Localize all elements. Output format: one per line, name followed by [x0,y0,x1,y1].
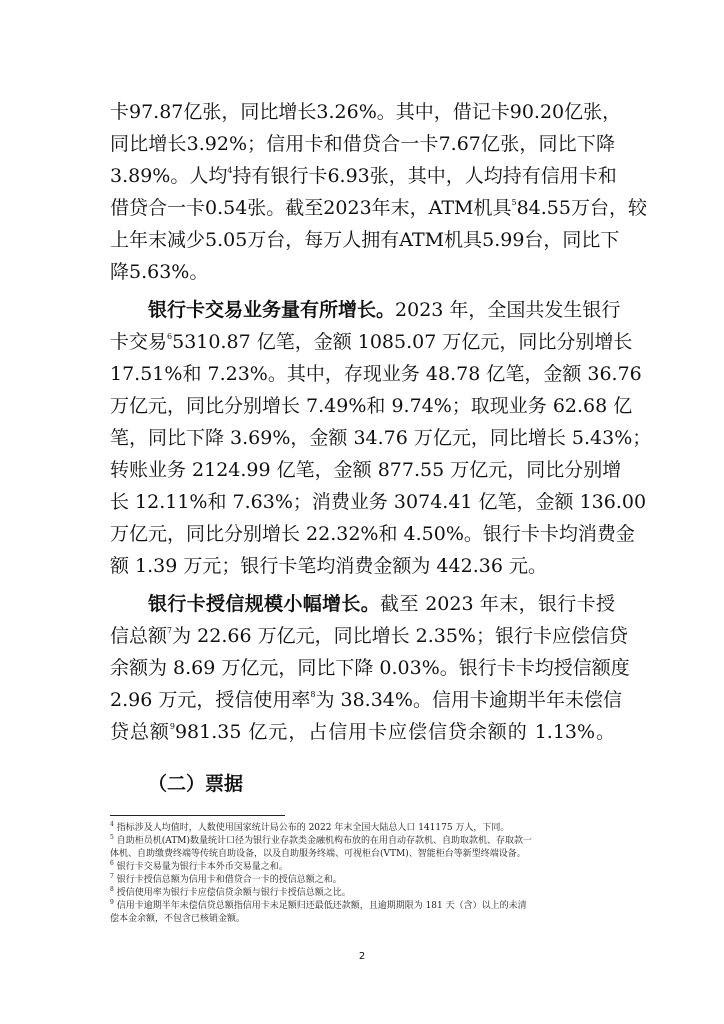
footnote-continuation: 体机、自助缴费终端等传统自助设备，以及自助服务终端、可视柜台(VTM)、智能柜台等新型终端设备。 [110,849,526,859]
body-line: 上年末减少5.05万台，每万人拥有ATM机具5.99台，同比下 [110,229,620,251]
footnote-text: 自助柜员机(ATM)数量统计口径为银行业存款类金融机构布放的在用自动存款机、自助取款机、存取款一 [116,836,532,846]
footnote-number: 5 [110,834,114,841]
footnote-ref: 4 [227,166,233,175]
text-run: 卡交易 [110,331,168,353]
text-run: 为 38.34%。信用卡逾期半年未偿信 [315,689,622,711]
text-run: 持有银行卡6.93张，其中，人均持有信用卡和 [232,165,617,187]
footnote-text: 银行卡交易量为银行卡本外币交易量之和。 [116,862,288,872]
footnote-text: 指标涉及人均值时，人数使用国家统计局公布的 2022 年末全国大陆总人口 141175 万人，下同。 [116,823,510,833]
paragraph-heading: 银行卡交易业务量有所增长。 [148,299,396,321]
body-line: 降5.63%。 [110,261,209,283]
text-run: 3.89%。人均 [110,165,228,187]
text-run: 截至 2023 年末，银行卡授 [380,593,615,615]
footnote-continuation: 偿本金余额，不包含已核销金额。 [110,914,246,924]
body-line: 笔，同比下降 3.69%，金额 34.76 万亿元，同比增长 5.43%； [110,427,652,449]
footnote [110,822,615,834]
body-line: 长 12.11%和 7.63%；消费业务 3074.41 亿笔，金额 136.00 [110,491,647,513]
body-line: 17.51%和 7.23%。其中，存现业务 48.78 亿笔，金额 36.76 [110,363,642,385]
body-line [110,624,628,648]
footnote [110,835,615,847]
footnote-number: 6 [110,860,114,867]
text-run: 84.55万台，较 [516,197,647,219]
footnote [110,900,615,912]
footnote-number: 9 [110,899,114,906]
section-heading: （二）票据 [148,773,244,795]
body-line: 万亿元，同比分别增长 7.49%和 9.74%；取现业务 62.68 亿 [110,395,633,417]
body-line: 万亿元，同比分别增长 22.32%和 4.50%。银行卡卡均消费金 [110,523,635,545]
text-run: 贷总额 [110,721,170,743]
body-line: 卡97.87亿张，同比增长3.26%。其中，借记卡90.20亿张， [110,101,622,123]
body-line: 额 1.39 万元；银行卡笔均消费金额为 442.36 元。 [110,555,547,577]
body-line: 转账业务 2124.99 亿笔，金额 877.55 万亿元，同比分别增 [110,459,622,481]
footnote [110,861,615,873]
body-line [148,592,615,616]
paragraph-heading: 银行卡授信规模小幅增长。 [148,593,381,615]
body-line: 余额为 8.69 万亿元，同比下降 0.03%。银行卡卡均授信额度 [110,657,630,679]
footnote [110,874,615,886]
body-line: 同比增长3.92%；信用卡和借贷合一卡7.67亿张，同比下降 [110,133,615,155]
footnote-ref: 8 [310,690,316,699]
text-run: 为 22.66 万亿元，同比增长 2.35%；银行卡应偿信贷 [172,625,628,647]
body-line [110,330,633,354]
text-run: 5310.87 亿笔，金额 1085.07 万亿元，同比分别增长 [172,331,633,353]
text-run: 981.35 亿元，占信用卡应偿信贷余额的 1.13%。 [174,721,615,743]
footnote-ref: 5 [511,198,517,207]
footnote-ref: 7 [167,626,173,635]
footnote-ref: 6 [167,332,173,341]
text-run: 借贷合一卡0.54张。截至2023年末，ATM机具 [110,197,512,219]
footnote-text: 信用卡逾期半年未偿信贷总额指信用卡未足额归还最低还款额，且逾期期限为 181 天（含）以上的未清 [116,901,527,911]
text-run: 2.96 万元，授信使用率 [110,689,311,711]
body-line [110,164,615,188]
footnote-divider [110,815,285,816]
body-line [110,196,647,220]
text-run: 信总额 [110,625,168,647]
footnote-ref: 9 [169,722,175,731]
footnote-number: 4 [110,821,114,828]
footnote-number: 8 [110,886,114,893]
text-run: 2023 年，全国共发生银行 [395,299,621,321]
footnote-number: 7 [110,873,114,880]
body-line [148,298,621,322]
body-line [110,688,622,712]
footnote [110,887,615,899]
page-number: 2 [358,951,366,962]
body-line [110,720,615,744]
footnote-text: 银行卡授信总额为信用卡和借贷合一卡的授信总额之和。 [116,875,342,885]
footnote-text: 授信使用率为银行卡应偿信贷余额与银行卡授信总额之比。 [116,888,351,898]
